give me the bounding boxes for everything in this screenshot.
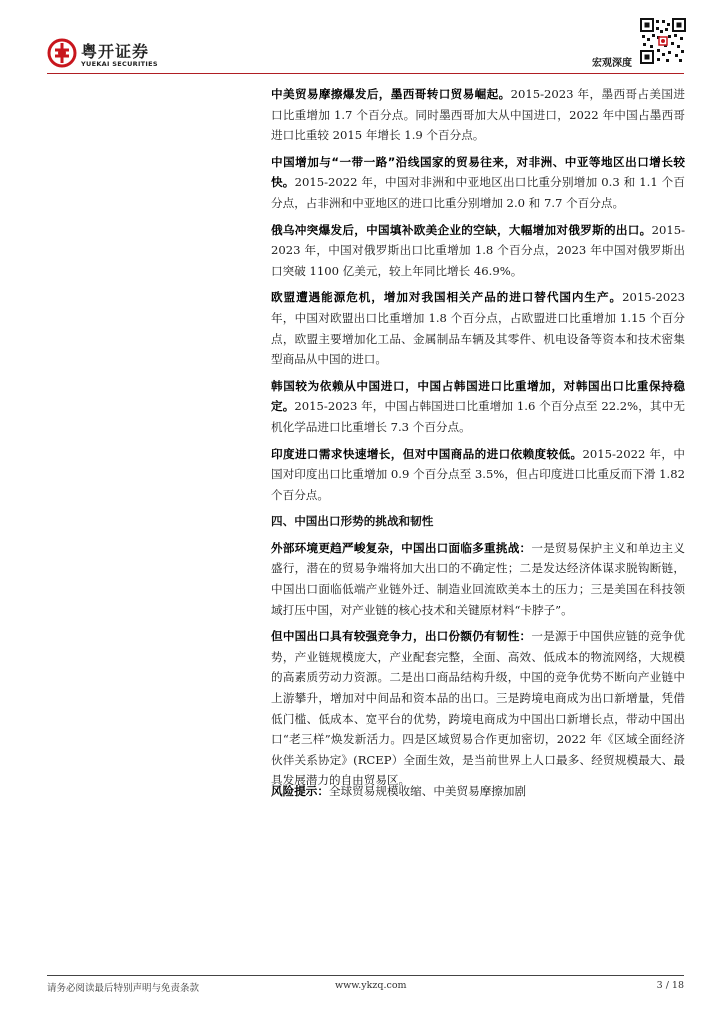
risk-text: 全球贸易规模收缩、中美贸易摩擦加剧 [328, 784, 527, 798]
paragraph-resilience [271, 626, 685, 791]
qr-code-icon [640, 18, 686, 64]
footer-disclaimer: 请务必阅读最后特别声明与免责条款 [47, 983, 200, 994]
paragraph-belt-road [271, 152, 685, 214]
footer-divider [47, 975, 684, 976]
section-heading: 四、中国出口形势的挑战和韧性 [271, 514, 434, 529]
paragraph-challenges [271, 538, 685, 620]
page-number: 3 / 18 [656, 980, 684, 991]
report-category-label: 宏观深度 [592, 58, 632, 69]
paragraph-lead: 中国增加与“一带一路”沿线国家的贸易往来，对非洲、中亚等地区出口增长较快。 [271, 154, 685, 190]
paragraph-lead: 俄乌冲突爆发后，中国填补欧美企业的空缺，大幅增加对俄罗斯的出口。 [271, 222, 652, 237]
paragraph-text: 2015-2023 年，中国对俄罗斯出口比重增加 1.8 个百分点，2023 年中国对俄罗斯出口突破 1100 亿美元，较上年同比增长 46.9%。 [271, 222, 685, 278]
paragraph-lead: 中美贸易摩擦爆发后，墨西哥转口贸易崛起。 [271, 87, 511, 101]
company-logo [47, 38, 177, 72]
paragraph-lead: 韩国较为依赖从中国进口，中国占韩国进口比重增加，对韩国出口比重保持稳定。 [271, 378, 685, 414]
paragraph-text: 2015-2023 年，中国对欧盟出口比重增加 1.8 个百分点，占欧盟进口比重增加 1.15 个百分点，欧盟主要增加化工品、金属制品车辆及其零件、机电设备等资本和技术密集型商品从中国的进口。 [271, 290, 685, 367]
paragraph-russia [271, 220, 685, 282]
logo-english-text: YUEKAI SECURITIES [81, 60, 158, 68]
header-divider [47, 73, 684, 74]
paragraph-lead: 但中国出口具有较强竞争力，出口份额仍有韧性： [271, 629, 532, 644]
paragraph-india [271, 444, 685, 506]
paragraph-text: 2015-2023 年，墨西哥占美国进口比重增加 1.7 个百分点。同时墨西哥加大从中国进口，2022 年中国占墨西哥进口比重较 2015 年增长 1.9 个百分点。 [271, 87, 685, 143]
paragraph-text: 2015-2022 年，中国对印度出口比重增加 0.9 个百分点至 3.5%，但占印度进口比重反而下滑 1.82 个百分点。 [271, 446, 685, 502]
paragraph-lead: 外部环境更趋严峻复杂，中国出口面临多重挑战： [271, 540, 532, 555]
yuekai-logo-icon [47, 38, 77, 68]
report-body [271, 84, 685, 797]
paragraph-lead: 印度进口需求快速增长，但对中国商品的进口依赖度较低。 [271, 446, 583, 461]
paragraph-mexico [271, 84, 685, 146]
page-header [0, 0, 724, 80]
footer-website-link[interactable]: www.ykzq.com [335, 980, 407, 991]
paragraph-text: 一是源于中国供应链的竞争优势，产业链规模庞大，产业配套完整，全面、高效、低成本的物流网络，大规模的高素质劳动力资源。二是出口商品结构升级，中国的竞争优势不断向产业链中上游攀升，增加对中间品和资本品的出口。三是跨境电商成为出口新增量，凭借低门槛、低成本、宽平台的优势，跨境电商成为中国出口新增长点，带动中国出口“老三样”焕发新活力。四是区域贸易合作更加密切，2022 年《区域全面经济伙伴关系协定》(RCEP）全面生效，是当前世界上人口最多、经贸规模最大、最具发展潜力的自由贸易区。 [271, 629, 685, 788]
paragraph-korea [271, 376, 685, 438]
paragraph-lead: 欧盟遭遇能源危机，增加对我国相关产品的进口替代国内生产。 [271, 290, 623, 305]
paragraph-text: 2015-2022 年，中国对非洲和中亚地区出口比重分别增加 0.3 和 1.1 个百分点，占非洲和中亚地区的进口比重分别增加 2.0 和 7.7 个百分点。 [271, 175, 685, 210]
paragraph-eu [271, 287, 685, 369]
risk-lead: 风险提示： [271, 784, 329, 798]
logo-chinese-text: 粤开证券 [81, 42, 150, 61]
paragraph-text: 2015-2023 年，中国占韩国进口比重增加 1.6 个百分点至 22.2%，其中无机化学品进口比重增长 7.3 个百分点。 [271, 399, 685, 434]
risk-warning [271, 781, 685, 801]
paragraph-text: 一是贸易保护主义和单边主义盛行，潜在的贸易争端将加大出口的不确定性；二是发达经济体谋求脱钩断链，中国出口面临低端产业链外迁、制造业回流欧美本土的压力；三是美国在科技领域打压中国，对产业链的核心技术和关键原材料“卡脖子”。 [271, 540, 685, 617]
